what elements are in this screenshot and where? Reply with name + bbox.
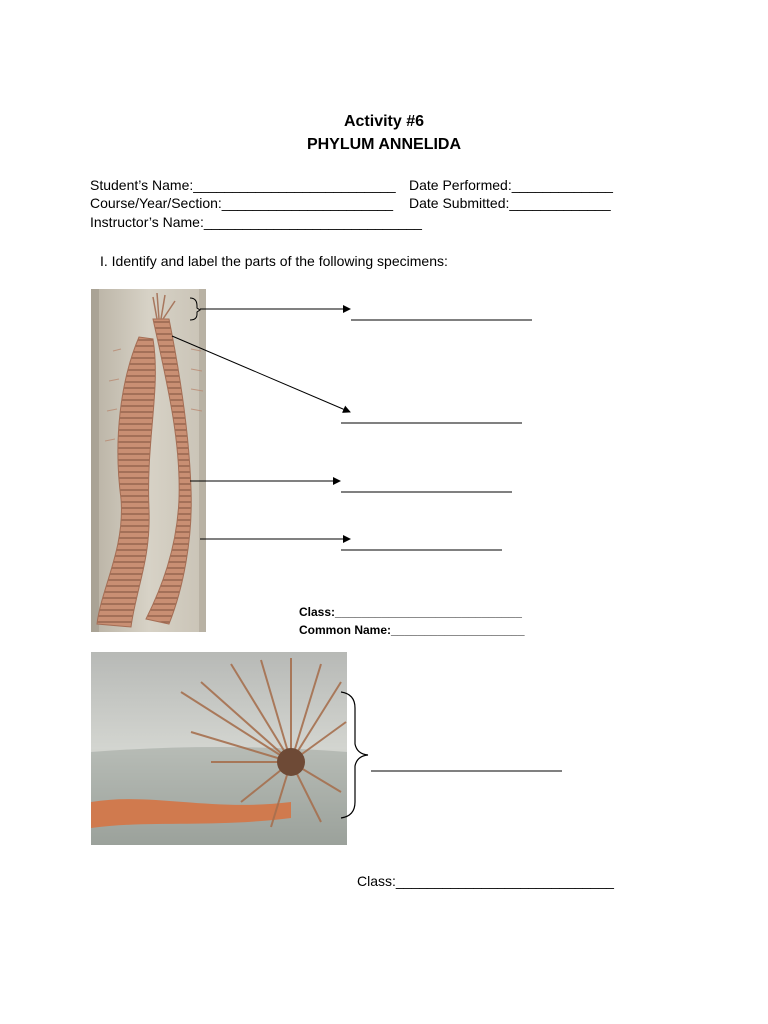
specimen1-common-name-field: Common Name:____________________ <box>299 623 525 637</box>
date-submitted-field: Date Submitted:_____________ <box>409 195 611 211</box>
student-name-field: Student’s Name:__________________________ <box>90 177 396 193</box>
phylum-title: PHYLUM ANNELIDA <box>306 136 462 153</box>
course-year-section-field: Course/Year/Section:______________________ <box>90 195 394 211</box>
specimen1-class-field: Class:____________________________ <box>299 605 522 619</box>
instructor-name-field: Instructor’s Name:____________________________ <box>90 214 422 230</box>
activity-title: Activity #6 <box>343 113 425 130</box>
specimen2-class-field: Class:____________________________ <box>357 873 614 889</box>
date-performed-field: Date Performed:_____________ <box>409 177 613 193</box>
instructions-text: I. Identify and label the parts of the following specimens: <box>100 253 448 269</box>
